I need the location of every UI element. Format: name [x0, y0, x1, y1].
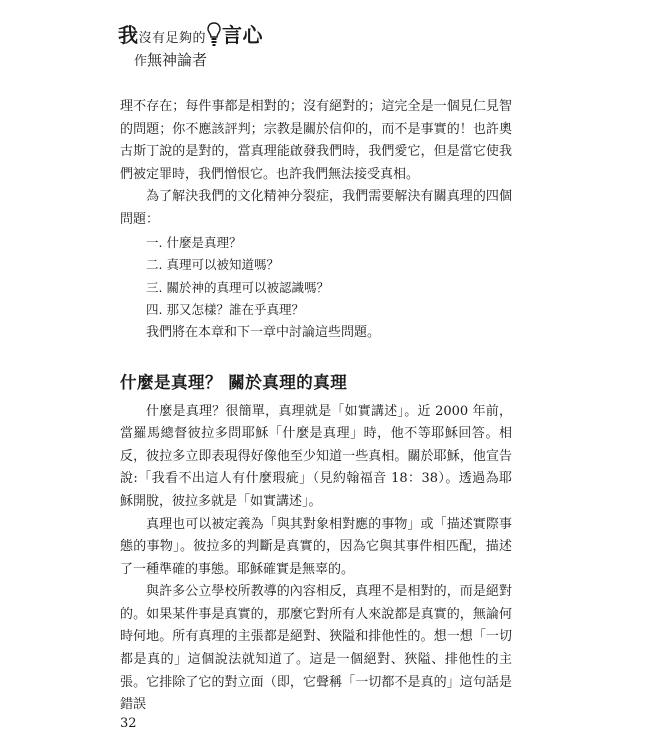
book-title	[118, 22, 263, 50]
question-item: 四. 那又怎樣？誰在乎真理？	[146, 302, 304, 318]
intro-paragraph: 為了解決我們的文化精神分裂症，我們需要解決有關真理的四個問題：	[120, 189, 512, 227]
question-item: 一. 什麼是真理？	[146, 234, 242, 250]
question-item: 二. 真理可以被知道嗎？	[146, 257, 279, 273]
section-paragraph: 什麼是真理？很簡單，真理就是「如實講述」。近 2000 年前，當羅馬總督彼拉多問耶穌「什麼是真理」時，他不等耶穌回答。相反，彼拉多立即表現得好像他至少知道一些真相。關於耶穌，他宣告說:「我看不出這人有什麼瑕疵」（見約翰福音 18：38）。透過為耶穌開脫，彼拉多就是「如實講述」。	[120, 403, 512, 509]
subtitle-prefix: 作	[134, 54, 148, 69]
section-paragraph: 真理也可以被定義為「與其對象相對應的事物」或「描述實際事態的事物」。彼拉多的判斷是真實的，因為它與其事件相匹配，描述了一種準確的事態。耶穌確實是無辜的。	[120, 516, 512, 577]
question-list	[120, 232, 512, 322]
book-title-part2: 沒有足夠的	[138, 31, 207, 46]
closing-paragraph: 我們將在本章和下一章中討論這些問題。	[146, 324, 381, 340]
running-header	[118, 22, 263, 72]
section-heading: 什麼是真理？ 關於真理的真理	[120, 372, 348, 392]
book-subtitle	[134, 50, 263, 72]
section-paragraph: 與許多公立學校所教導的內容相反，真理不是相對的，而是絕對的。如果某件事是真實的，那麼它對所有人來說都是真實的，無論何時何地。所有真理的主張都是絕對、狹隘和排他性的。想一想「一切都是真的」這個說法就知道了。這是一個絕對、狹隘、排他性的主張。它排除了它的對立面（即，它聲稱「一切都不是真的」這句話是錯誤	[120, 584, 512, 713]
lightbulb-icon	[207, 22, 221, 48]
continued-paragraph: 理不存在；每件事都是相對的；沒有絕對的；這完全是一個見仁見智的問題；你不應該評判；宗教是關於信仰的，而不是事實的！也許奧古斯丁說的是對的，當真理能啟發我們時，我們愛它，但是當它使我們被定罪時，我們憎恨它。也許我們無法接受真相。	[120, 99, 512, 182]
subtitle-main: 無神論者	[147, 51, 208, 69]
question-item: 三. 關於神的真理可以被認識嗎？	[146, 279, 329, 295]
book-title-part3: 言心	[222, 23, 264, 47]
page-body	[120, 96, 512, 717]
page-number: 32	[120, 716, 137, 731]
book-title-part1: 我	[118, 23, 139, 47]
